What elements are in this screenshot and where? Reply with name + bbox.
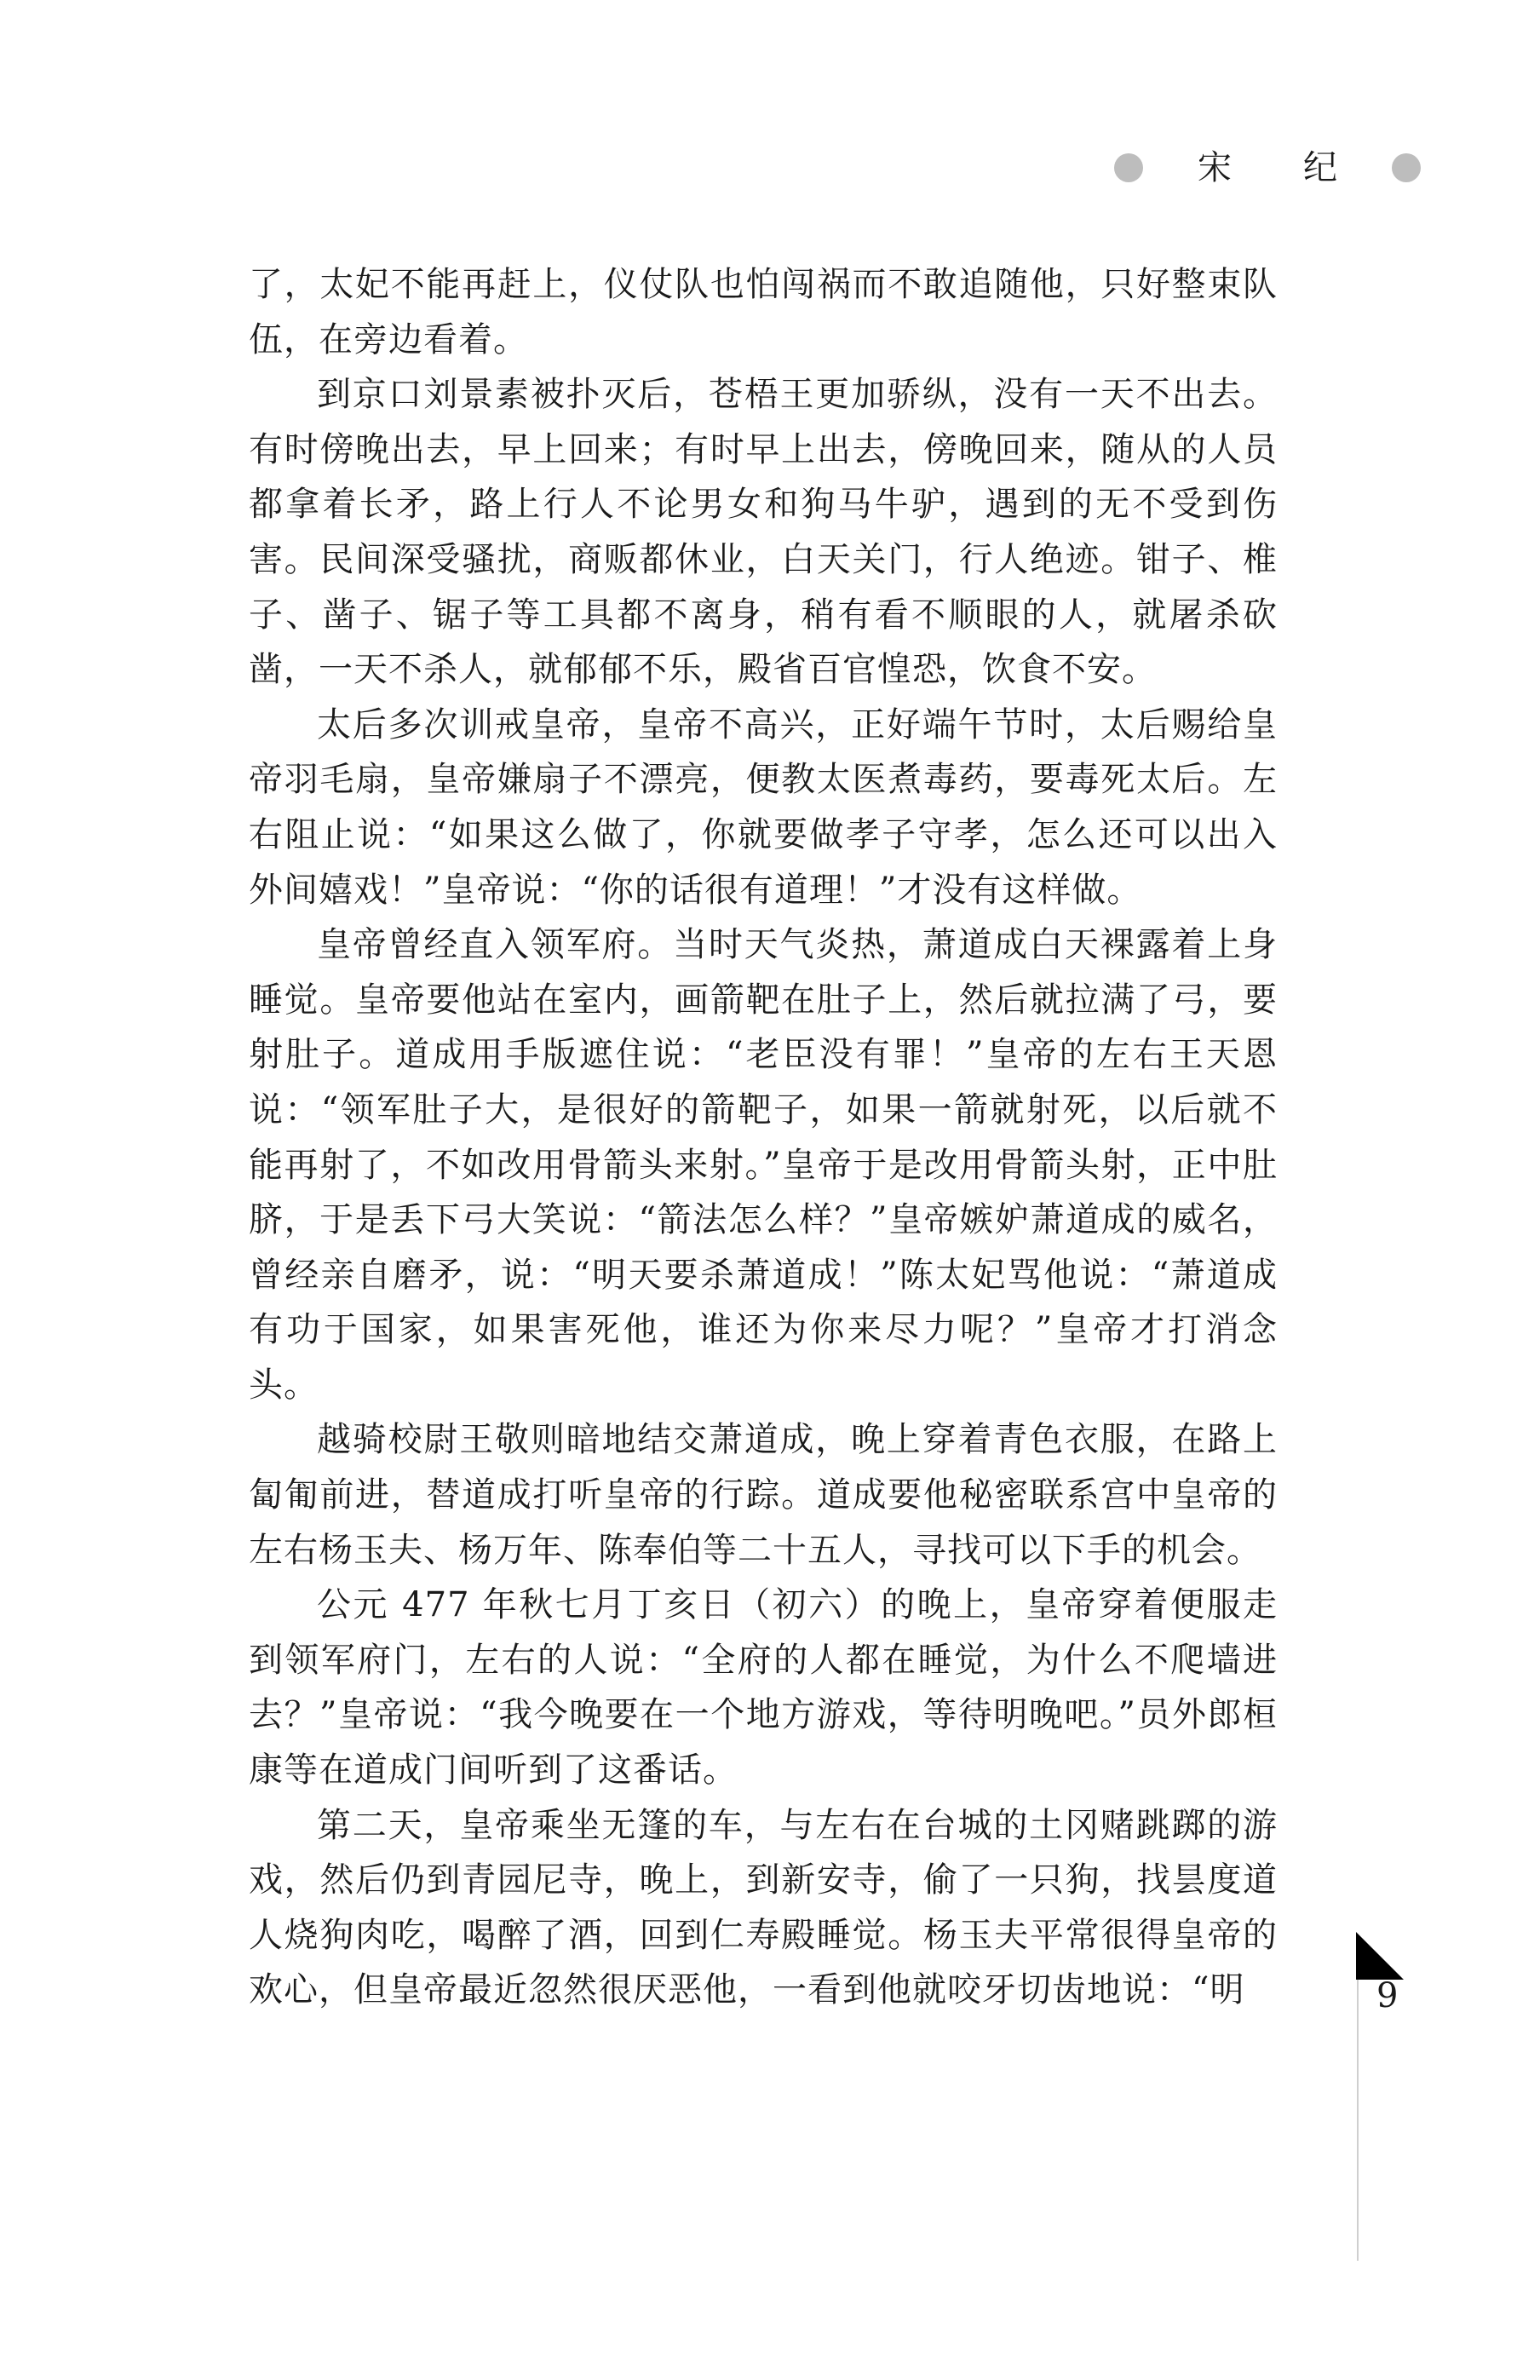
paragraph: 第二天，皇帝乘坐无篷的车，与左右在台城的土冈赌跳踯的游戏，然后仍到青园尼寺，晚上，到新安寺，偷了一只狗，找昙度道人烧狗肉吃，喝醉了酒，回到仁寿殿睡觉。杨玉夫平常很得皇帝的欢心，但皇帝最近忽然很厌恶他，一看到他就咬牙切齿地说：“明	[249, 1805, 1278, 2010]
margin-rule	[1357, 1980, 1359, 2261]
page-corner-triangle-icon	[1356, 1932, 1404, 1980]
body-text	[249, 257, 1278, 2018]
decorative-dot-icon	[1392, 153, 1421, 182]
running-head-char-1: 宋	[1198, 148, 1232, 187]
paragraph: 公元 477 年秋七月丁亥日（初六）的晚上，皇帝穿着便服走到领军府门，左右的人说：“全府的人都在睡觉，为什么不爬墙进去？”皇帝说：“我今晚要在一个地方游戏，等待明晚吧。”员外郎桓康等在道成门间听到了这番话。	[249, 1585, 1278, 1791]
running-head-char-2: 纪	[1303, 148, 1337, 187]
paragraph: 到京口刘景素被扑灭后，苍梧王更加骄纵，没有一天不出去。有时傍晚出去，早上回来；有时早上出去，傍晚回来，随从的人员都拿着长矛，路上行人不论男女和狗马牛驴，遇到的无不受到伤害。民间深受骚扰，商贩都休业，白天关门，行人绝迹。钳子、椎子、凿子、锯子等工具都不离身，稍有看不顺眼的人，就屠杀砍凿，一天不杀人，就郁郁不乐，殿省百官惶恐，饮食不安。	[249, 375, 1278, 690]
paragraph: 越骑校尉王敬则暗地结交萧道成，晚上穿着青色衣服，在路上匐匍前进，替道成打听皇帝的行踪。道成要他秘密联系宫中皇帝的左右杨玉夫、杨万年、陈奉伯等二十五人，寻找可以下手的机会。	[249, 1420, 1278, 1570]
paragraph: 皇帝曾经直入领军府。当时天气炎热，萧道成白天裸露着上身睡觉。皇帝要他站在室内，画箭靶在肚子上，然后就拉满了弓，要射肚子。道成用手版遮住说：“老臣没有罪！”皇帝的左右王天恩说：“领军肚子大，是很好的箭靶子，如果一箭就射死，以后就不能再射了，不如改用骨箭头来射。”皇帝于是改用骨箭头射，正中肚脐，于是丢下弓大笑说：“箭法怎么样？”皇帝嫉妒萧道成的威名，曾经亲自磨矛，说：“明天要杀萧道成！”陈太妃骂他说：“萧道成有功于国家，如果害死他，谁还为你来尽力呢？”皇帝才打消念头。	[249, 925, 1278, 1405]
running-head	[1114, 147, 1421, 189]
page-number: 9	[1376, 1976, 1399, 2015]
decorative-dot-icon	[1114, 153, 1143, 182]
paragraph-continued: 了，太妃不能再赶上，仪仗队也怕闯祸而不敢追随他，只好整束队伍，在旁边看着。	[249, 265, 1278, 359]
paragraph: 太后多次训戒皇帝，皇帝不高兴，正好端午节时，太后赐给皇帝羽毛扇，皇帝嫌扇子不漂亮，便教太医煮毒药，要毒死太后。左右阻止说：“如果这么做了，你就要做孝子守孝，怎么还可以出入外间嬉戏！”皇帝说：“你的话很有道理！”才没有这样做。	[249, 704, 1278, 910]
